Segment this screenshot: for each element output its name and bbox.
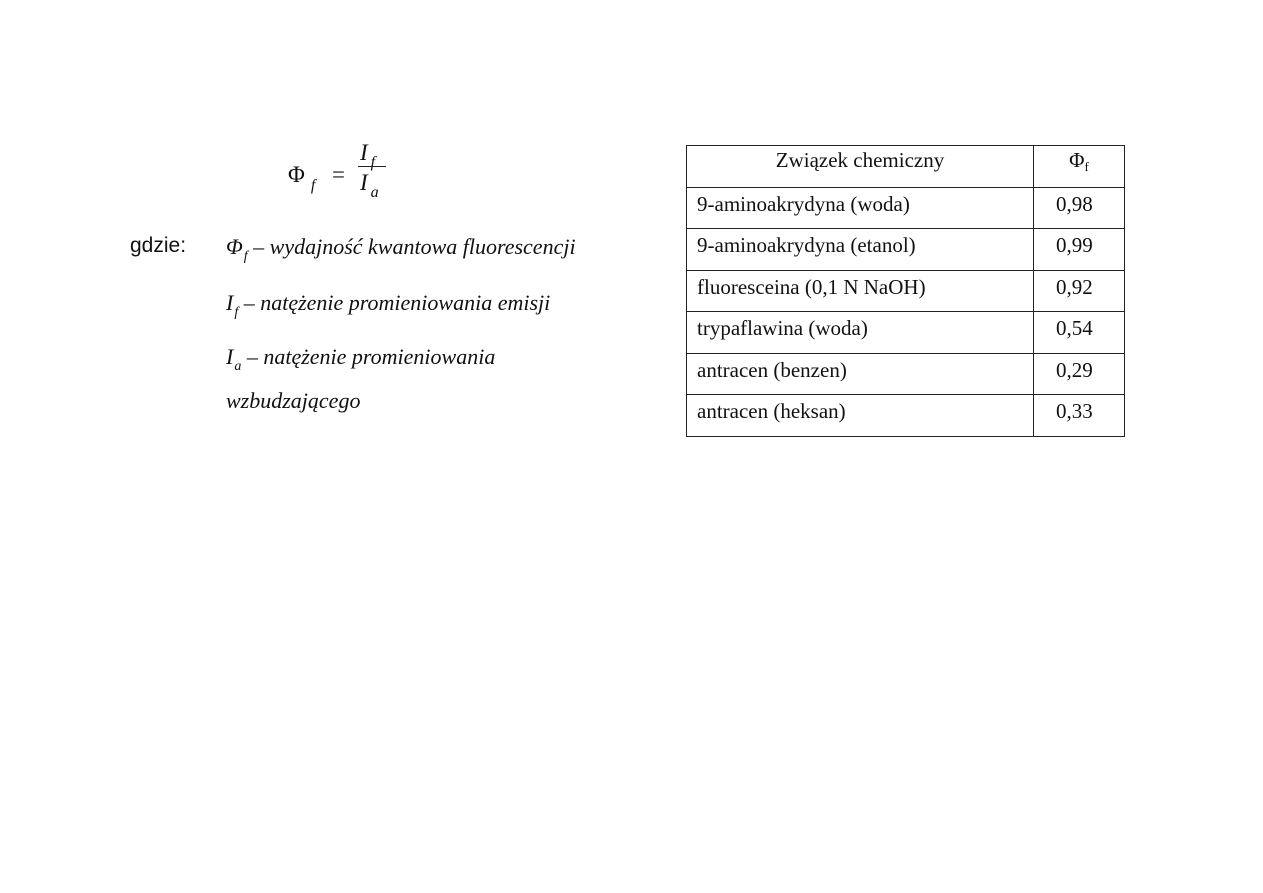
value-cell: 0,92 [1034,270,1125,312]
legend-subscript: a [234,359,242,374]
legend-item-phi [226,234,576,264]
formula-phi-symbol: Φ [288,162,305,187]
table-row [687,353,1125,395]
compound-cell: antracen (benzen) [687,353,1034,395]
compound-cell: trypaflawina (woda) [687,312,1034,354]
table-row [687,229,1125,271]
legend-item-ia-continuation: wzbudzającego [226,388,361,413]
compound-cell: 9-aminoakrydyna (etanol) [687,229,1034,271]
legend-symbol: I [226,290,234,315]
formula-phi-subscript: f [310,177,316,194]
value-cell: 0,99 [1034,229,1125,271]
header-compound: Związek chemiczny [687,146,1034,188]
legend-symbol: I [226,344,234,369]
compound-cell: 9-aminoakrydyna (woda) [687,187,1034,229]
compound-cell: antracen (heksan) [687,395,1034,437]
formula-denominator-subscript: a [370,184,379,201]
formula-numerator [358,140,388,171]
header-phi-subscript: f [1084,159,1089,174]
quantum-yield-table [686,145,1125,437]
legend-text: – natężenie promieniowania emisji [238,290,551,315]
legend-text: – natężenie promieniowania [241,344,496,369]
value-cell: 0,29 [1034,353,1125,395]
formula-numerator-symbol: I [360,140,368,165]
quantum-yield-formula [288,140,398,220]
formula-denominator [358,170,388,201]
table-row [687,395,1125,437]
legend-symbol: Φ [226,234,243,259]
legend-item-if [226,290,551,320]
compound-cell: fluoresceina (0,1 N NaOH) [687,270,1034,312]
formula-fraction [358,140,388,201]
table-row [687,312,1125,354]
table-row [687,270,1125,312]
formula-lhs [288,162,316,194]
legend-subscript: f [234,305,239,320]
legend-text: – wydajność kwantowa fluorescencji [247,234,576,259]
formula-denominator-symbol: I [360,170,368,195]
header-quantum-yield [1034,146,1125,188]
formula-numerator-subscript: f [370,154,376,171]
value-cell: 0,54 [1034,312,1125,354]
legend-subscript: f [243,249,248,264]
legend-intro: gdzie: [130,234,187,257]
header-phi-symbol: Φ [1069,148,1085,172]
value-cell: 0,98 [1034,187,1125,229]
legend-item-ia [226,344,496,374]
formula-equals: = [332,162,345,187]
table-row [687,187,1125,229]
value-cell: 0,33 [1034,395,1125,437]
table-header-row [687,146,1125,188]
